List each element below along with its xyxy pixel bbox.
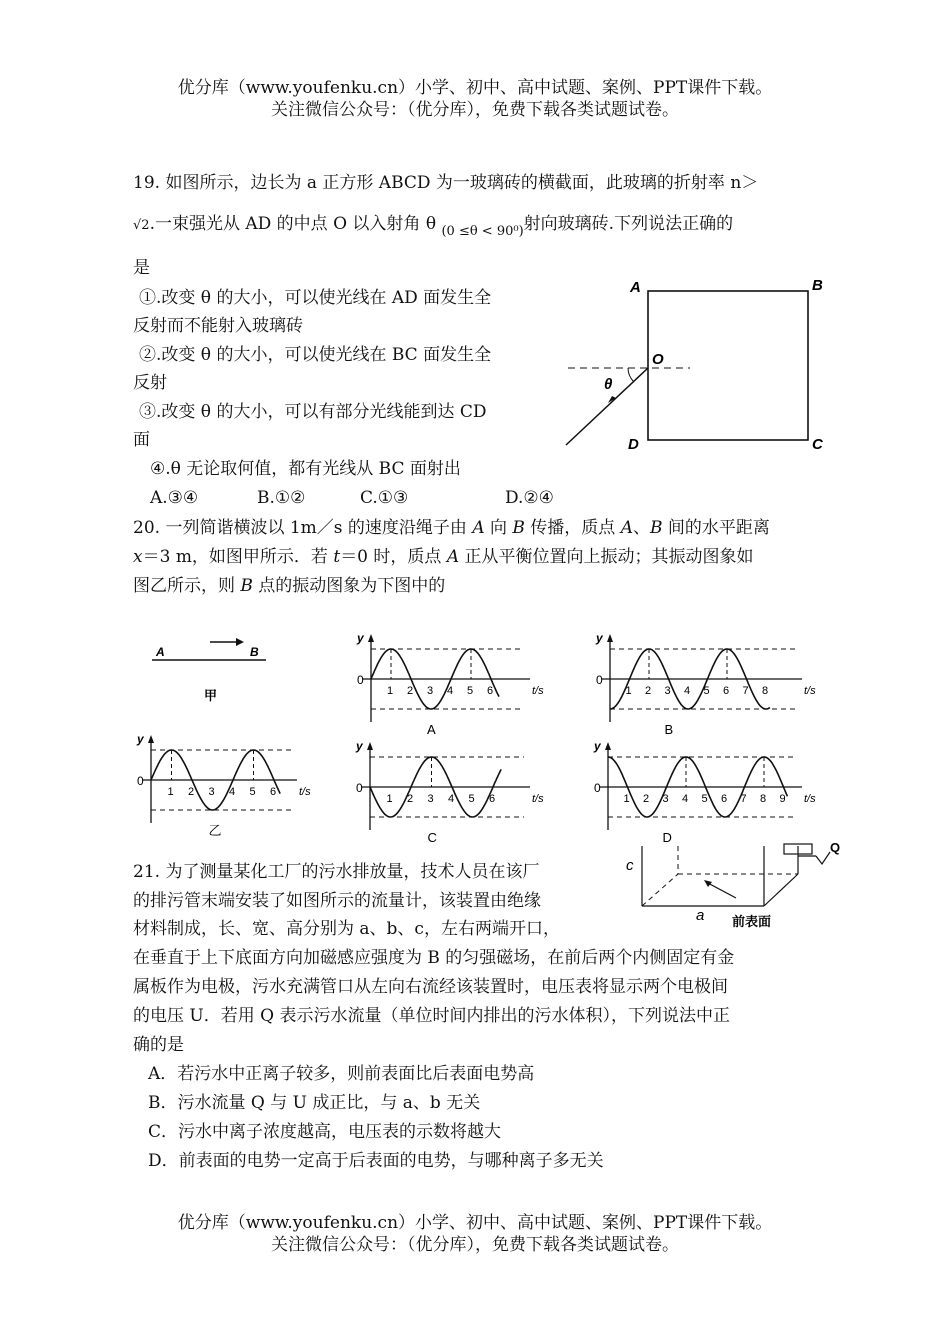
q19-stem-line-3: 是 [133,258,150,278]
tick-label: 4 [229,786,236,798]
q20-t: t [333,547,341,567]
q19-option-2b: 反射 [133,373,167,393]
graph-option-b [590,626,830,738]
graph-caption: A [427,722,436,737]
q20-l1-a2: A [620,518,633,538]
q19-stem-2b: 射向玻璃砖.下列说法正确的 [523,214,734,234]
tick-label: 5 [701,793,708,805]
q20-l3a: 图乙所示，则 [133,576,241,596]
q19-choice-a: A.③④ [150,488,199,508]
tick-label: 9 [779,793,786,805]
q19-option-1a: ①.改变 θ 的大小，可以使光线在 AD 面发生全 [139,288,492,308]
footer-line-1: 优分库（www.youfenku.cn）小学、初中、高中试题、案例、PPT课件下载。 [177,1213,773,1233]
origin-label: 0 [356,781,363,795]
q20-l1e: 间的水平距离 [662,518,770,538]
q19-stem-2a: .一束强光从 AD 的中点 O 以入射角 θ [149,214,437,234]
left-depth-hidden [642,874,678,906]
y-label: y [594,739,601,753]
jia-label-b: B [250,645,259,659]
q20-line-2 [133,545,754,569]
tick-label: 1 [167,786,174,798]
graph-option-c [348,734,558,846]
q21-option-b: B．污水流量 Q 与 U 成正比，与 a、b 无关 [148,1093,481,1113]
tick-label: 3 [664,685,671,697]
label-q: Q [830,840,841,855]
tick-label: 4 [684,685,691,697]
tick-label: 5 [467,685,474,697]
graph-caption: B [664,722,674,737]
t-label: t/s [804,685,816,697]
q20-l1a: 20. 一列简谐横波以 1m／s 的速度沿绳子由 [133,518,473,538]
q20-l1d: 、 [633,518,650,538]
q21-line-1: 21. 为了测量某化工厂的污水排放量，技术人员在该厂 [133,862,540,882]
tick-label: 6 [489,793,496,805]
q19-option-2a: ②.改变 θ 的大小，可以使光线在 BC 面发生全 [139,345,492,365]
tick-label: 5 [249,786,256,798]
t-label: t/s [804,793,816,805]
tick-label: 3 [427,793,434,805]
q19-option-3b: 面 [133,430,150,450]
label-d: D [628,436,639,453]
q21-option-c: C．污水中离子浓度越高，电压表的示数将越大 [148,1122,502,1142]
t-label: t/s [299,786,311,798]
q20-l2a: ＝3 m，如图甲所示．若 [142,547,334,567]
tick-label: 3 [208,786,215,798]
tick-label: 1 [623,793,630,805]
tick-label: 3 [427,685,434,697]
tick-label: 2 [645,685,652,697]
q20-line-3 [133,574,445,598]
q20-l2-a: A [446,547,460,567]
graph-option-a [348,626,558,738]
q19-option-4: ④.θ 无论取何值，都有光线从 BC 面射出 [150,459,461,479]
q20-line-1 [133,516,770,540]
q19-choice-b: B.①② [257,488,306,508]
tick-label: 1 [386,793,393,805]
tick-label: 2 [188,786,195,798]
tick-label: 1 [625,685,632,697]
q21-line-7: 确的是 [133,1035,184,1055]
dim-c: c [626,857,634,874]
tick-label: 6 [487,685,494,697]
q20-l3-b: B [240,576,253,596]
t-label: t/s [532,685,544,697]
flow-pipe-icon [816,852,830,864]
q21-line-2: 的排污管末端安装了如图所示的流量计，该装置由绝缘 [133,891,541,911]
q20-l1-b: B [512,518,525,538]
label-o: O [652,351,664,368]
q21-line-3: 材料制成，长、宽、高分别为 a、b、c，左右两端开口， [133,919,560,939]
q20-l2b: ＝0 时，质点 [340,547,447,567]
y-arrow-icon [368,634,374,642]
q19-square-figure [560,272,835,457]
origin-label: 0 [594,781,601,795]
graph-caption: C [427,830,437,845]
theta-range: (0 ≤θ < 90⁰) [441,224,524,239]
q20-l3b: 点的振动图象为下图中的 [252,576,446,596]
origin-label: 0 [357,673,364,687]
q21-option-a: A．若污水中正离子较多，则前表面比后表面电势高 [148,1064,535,1084]
q20-l1b: 向 [484,518,513,538]
y-arrow-icon [607,634,613,642]
y-arrow-icon [148,735,154,743]
tick-label: 8 [760,793,767,805]
tick-label: 6 [721,793,728,805]
tick-label: 1 [387,685,394,697]
tick-label: 2 [407,793,414,805]
tick-label: 4 [447,685,454,697]
origin-label: 0 [137,774,144,788]
label-front-surface: 前表面 [732,914,772,929]
y-label: y [137,732,144,746]
y-label: y [596,631,603,645]
tick-label: 7 [740,793,747,805]
jia-caption: 甲 [204,688,218,703]
arrow-right-icon [236,638,244,646]
q20-x: x [133,547,143,567]
q21-option-d: D．前表面的电势一定高于后表面的电势，与哪种离子多无关 [148,1151,604,1171]
pointer-arrow-icon [704,880,712,887]
header-line-1: 优分库（www.youfenku.cn）小学、初中、高中试题、案例、PPT课件下载。 [177,78,773,98]
tick-label: 5 [468,793,475,805]
y-label: y [356,739,363,753]
q20-l1c: 传播，质点 [524,518,621,538]
label-b: B [812,277,823,294]
tick-label: 4 [682,793,689,805]
q19-stem-line-1: 19. 如图所示，边长为 a 正方形 ABCD 为一玻璃砖的横截面，此玻璃的折射率 n＞ [133,173,759,193]
y-arrow-icon [367,742,373,750]
square-abcd [648,291,808,440]
tick-label: 6 [270,786,277,798]
q20-l2c: 正从平衡位置向上振动；其振动图象如 [459,547,754,567]
q21-line-5: 属板作为电极，污水充满管口从左向右流经该装置时，电压表将显示两个电极间 [133,977,728,997]
tick-label: 7 [742,685,749,697]
label-a: A [630,279,641,296]
header-line-2: 关注微信公众号：（优分库），免费下载各类试题试卷。 [271,100,679,120]
origin-label: 0 [596,673,603,687]
dim-a: a [696,907,705,924]
t-label: t/s [532,793,544,805]
q19-choice-c: C.①③ [360,488,409,508]
q20-l1-a: A [472,518,485,538]
jia-label-a: A [156,645,165,659]
tick-label: 6 [723,685,730,697]
tick-label: 4 [448,793,455,805]
footer-line-2: 关注微信公众号：（优分库），免费下载各类试题试卷。 [271,1235,679,1255]
tick-label: 2 [407,685,414,697]
flowmeter-figure [620,838,845,938]
front-pointer [706,882,736,898]
tick-label: 8 [762,685,769,697]
theta-arc [628,368,634,382]
q19-option-1b: 反射而不能射入玻璃砖 [133,316,303,336]
fig-jia [148,636,268,706]
graph-yi [115,727,325,839]
graph-option-d [590,734,830,846]
q19-stem-line-2 [133,212,733,244]
y-label: y [357,631,364,645]
q19-option-3a: ③.改变 θ 的大小，可以有部分光线能到达 CD [139,402,487,422]
tick-label: 3 [662,793,669,805]
q21-line-4: 在垂直于上下底面方向加磁感应强度为 B 的匀强磁场，在前后两个内侧固定有金 [133,948,735,968]
y-arrow-icon [605,742,611,750]
tick-label: 5 [703,685,710,697]
sqrt2-symbol: √2 [133,218,150,233]
tick-label: 2 [643,793,650,805]
label-c: C [812,436,823,453]
graph-caption: D [662,830,672,845]
q19-choice-d: D.②④ [505,488,554,508]
q20-l1-b2: B [650,518,663,538]
graph-caption: 乙 [208,823,222,838]
q21-line-6: 的电压 U．若用 Q 表示污水流量（单位时间内排出的污水体积），下列说法中正 [133,1006,730,1026]
label-theta: θ [604,376,613,393]
right-bottom-depth [764,874,798,906]
